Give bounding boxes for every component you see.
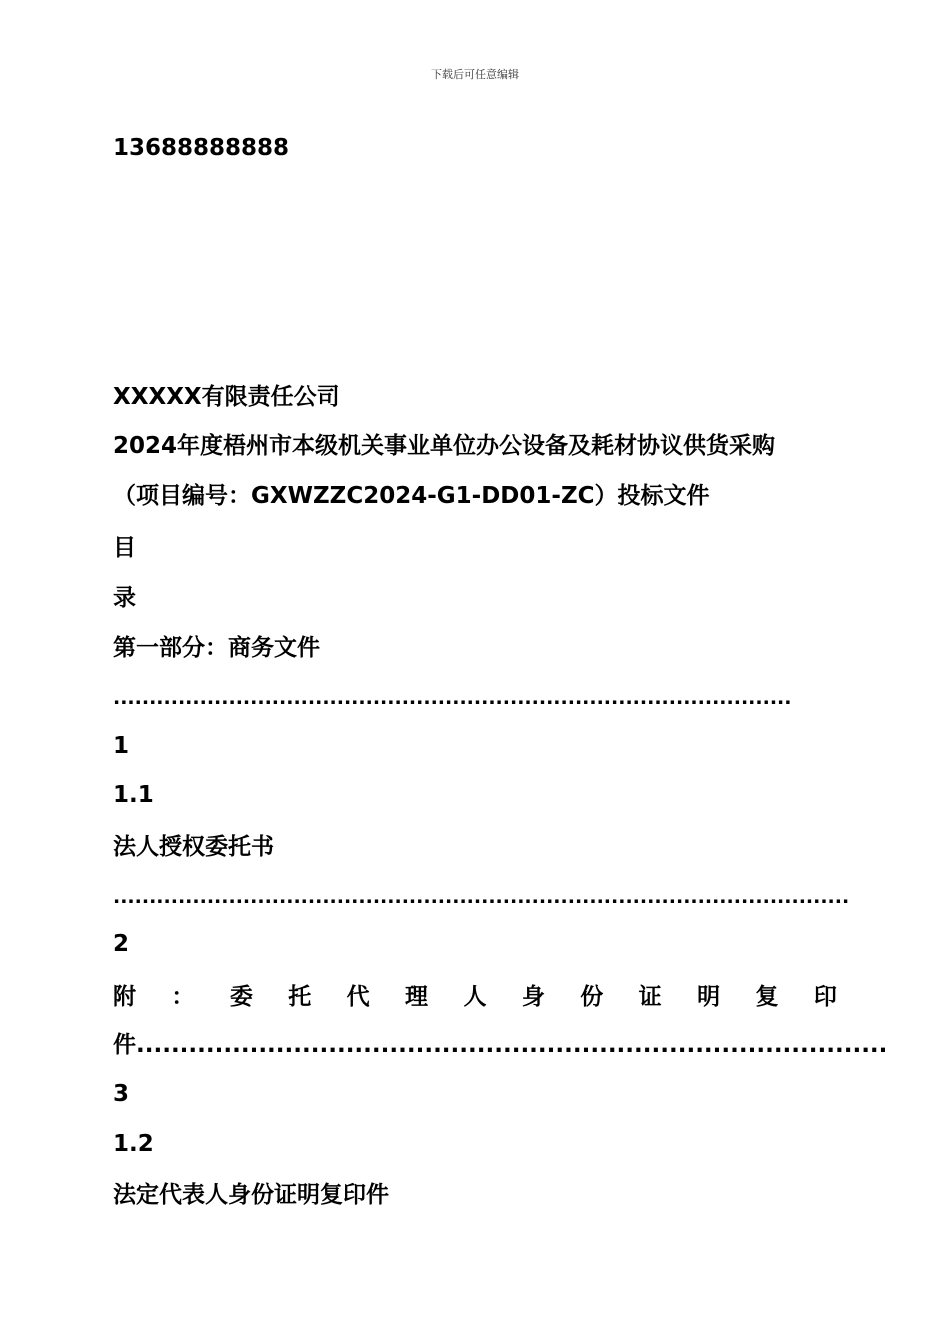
- header-note: 下载后可任意编辑: [431, 68, 519, 81]
- toc-attachment-char: 明: [697, 984, 721, 1010]
- toc-attachment-char: 复: [755, 984, 779, 1010]
- toc-attachment-char: 印: [813, 984, 837, 1010]
- toc-page-number-3: 3: [113, 1081, 130, 1107]
- toc-attachment-char: 理: [405, 984, 429, 1010]
- toc-item-power-of-attorney: 法人授权委托书: [113, 834, 274, 860]
- toc-item-attachment-line: [113, 982, 837, 1012]
- toc-attachment-char: 人: [463, 984, 487, 1010]
- toc-attachment-char: 证: [638, 984, 662, 1010]
- toc-attachment-char: ：: [171, 984, 195, 1010]
- toc-page-number-2: 2: [113, 931, 130, 957]
- toc-heading-char-1: 目: [113, 535, 136, 561]
- company-name: XXXXX有限责任公司: [113, 384, 340, 410]
- toc-leader-dots-2: ......................................................................................................: [113, 886, 850, 908]
- toc-page-number-1: 1: [113, 733, 130, 759]
- toc-attachment-char: 份: [580, 984, 604, 1010]
- phone-number: 13688888888: [113, 135, 290, 161]
- toc-attachment-char: 身: [521, 984, 545, 1010]
- toc-attachment-char: 代: [346, 984, 370, 1010]
- toc-part-1: 第一部分：商务文件: [113, 635, 320, 661]
- document-title-line-1: 2024年度梧州市本级机关事业单位办公设备及耗材协议供货采购: [113, 433, 776, 459]
- toc-attachment-char: 委: [229, 984, 253, 1010]
- toc-attachment-char: 托: [288, 984, 312, 1010]
- toc-leader-dots-1: ..............................................................................................: [113, 687, 792, 709]
- toc-item-attachment-end: 件......................................................................................: [113, 1032, 888, 1058]
- toc-heading-char-2: 录: [113, 585, 136, 611]
- toc-section-1-2: 1.2: [113, 1131, 154, 1157]
- toc-section-1-1: 1.1: [113, 782, 154, 808]
- document-title-line-2: （项目编号：GXWZZC2024-G1-DD01-ZC）投标文件: [113, 483, 710, 509]
- toc-item-legal-rep-id: 法定代表人身份证明复印件: [113, 1182, 389, 1208]
- toc-attachment-char: 附: [113, 984, 136, 1010]
